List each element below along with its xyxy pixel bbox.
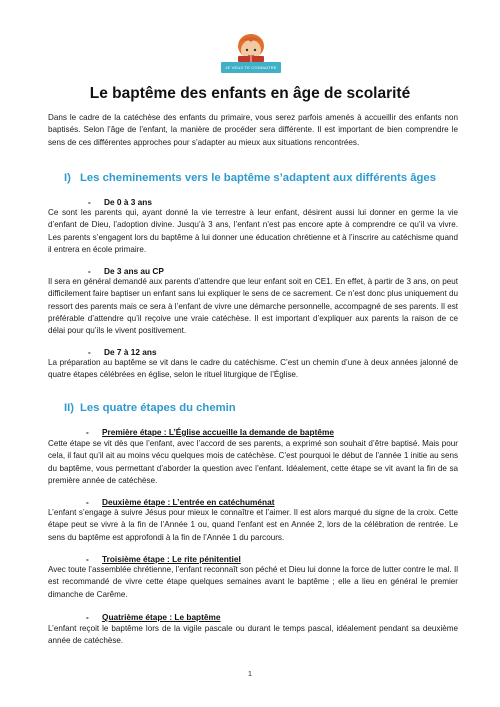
subheading-etape-2: - Deuxième étape : L’entrée en catéchuménat (86, 497, 275, 507)
section-2-heading (64, 402, 236, 414)
subheading-etape-3: - Troisième étape : Le rite pénitentiel (86, 554, 241, 564)
paragraph-etape-4: L’enfant reçoit le baptême lors de la vigile pascale ou durant le temps pascal, idéalement pendant sa deuxième année de catéchèse. (48, 624, 458, 646)
section-2-title: Les quatre étapes du chemin (80, 402, 236, 414)
logo-banner: JE VEUX TE CONNAITRE (221, 62, 281, 73)
paragraph-3-cp: Il sera en général demandé aux parents d’attendre que leur enfant soit en CE1. En effet, à partir de 3 ans, on peut difficilement faire baptiser un enfant sans lui expliquer le sens de ce sacrement. Ce n’est donc plus uniquement du ressort des parents mais ce sera à l’enfant de vivre une démarche personnelle, accompagné de ses parents. Il est préférable d’attendre qu’il reçoive une vraie catéchèse. Il est important d’expliquer aux parents la raison de ce délai pour qu’ils le vivent positivement. (48, 277, 458, 336)
left-eye (246, 49, 248, 51)
right-eye (254, 49, 256, 51)
paragraph-7-12: La préparation au baptême se vit dans le cadre du catéchisme. C’est un chemin d’une à deux années jalonné de quatre étapes célébrées en église, selon le rituel liturgique de l’Église. (48, 358, 458, 380)
section-1-number: I) (64, 172, 71, 184)
section-1-heading (64, 172, 436, 184)
subheading-7-12: - De 7 à 12 ans (88, 347, 157, 357)
paragraph-etape-1: Cette étape se vit dès que l’enfant, avec l’accord de ses parents, a exprimé son souhait d’être baptisé. Mais pour cela, il faut qu’il ait au moins vécu quelques mois de catéchèse. C’est pourquoi le début de l’année 1 initie au sens du baptême, vous permettant d’aborder la question avec l’enfant. Idéalement, cette étape se vit avant la fin de sa première année de catéchèse. (48, 439, 458, 485)
page-title: Le baptême des enfants en âge de scolarité (89, 85, 411, 102)
section-2-number: II) (64, 402, 75, 414)
page-number: 1 (247, 669, 253, 678)
intro-paragraph: Dans le cadre de la catéchèse des enfants du primaire, vous serez parfois amenés à accueillir des enfants non baptisés. Selon l’âge de l’enfant, la manière de procéder sera différente. Il est important de bien comprendre le sens de ces différentes approches pour s’adapter au mieux aux situations rencontrées. (48, 113, 458, 147)
subheading-0-3: - De 0 à 3 ans (88, 197, 152, 207)
subheading-etape-1: - Première étape : L’Église accueille la demande de baptême (86, 427, 334, 437)
paragraph-etape-2: L’enfant s’engage à suivre Jésus pour mieux le connaître et l’aimer. Il est alors marqué du signe de la croix. Cette étape peut se vivre à la fin de l’Année 1 ou, quand l’enfant est en Année 2, lors de la célébration de rentrée. Le sens du baptême est approfondi à la fin de l’Année 1 du parcours. (48, 508, 458, 542)
subheading-etape-4: - Quatrième étape : Le baptême (86, 612, 221, 622)
subheading-3-cp: - De 3 ans au CP (88, 266, 164, 276)
section-1-title: Les cheminements vers le baptême s’adaptent aux différents âges (80, 172, 436, 184)
paragraph-0-3: Ce sont les parents qui, ayant donné la vie terrestre à leur enfant, désirent aussi lui donner en germe la vie d’enfant de Dieu, l’adoption divine. Jusqu’à 3 ans, l’enfant n’est pas encore apte à comprendre ce qu’il va vivre. Les parents s’engagent lors du baptême à lui donner une éducation chrétienne et à l’inscrire au catéchisme quand il entrera en école primaire. (48, 208, 458, 254)
paragraph-etape-3: Avec toute l’assemblée chrétienne, l’enfant reconnaît son péché et Dieu lui donne la force de lutter contre le mal. Il est recommandé de vivre cette étape quelques semaines avant le baptême ; elle a lieu en général le premier dimanche de Carême. (48, 565, 458, 599)
